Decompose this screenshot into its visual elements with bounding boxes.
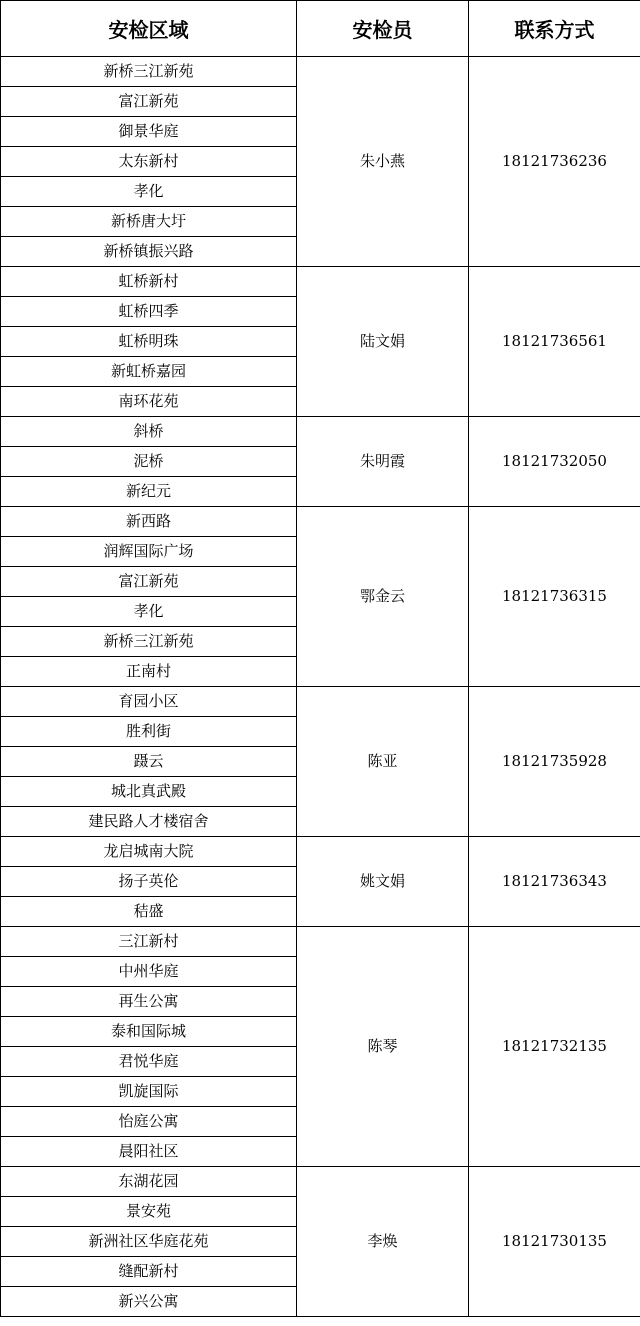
table-row (1, 267, 640, 297)
header-contact: 联系方式 (469, 1, 640, 57)
area-cell: 东湖花园 (1, 1167, 297, 1197)
area-cell: 扬子英伦 (1, 867, 297, 897)
phone-cell: 18121736561 (469, 267, 640, 417)
inspector-cell: 陈琴 (297, 927, 469, 1167)
area-cell: 新纪元 (1, 477, 297, 507)
area-cell: 新桥三江新苑 (1, 57, 297, 87)
area-cell: 虹桥四季 (1, 297, 297, 327)
area-cell: 虹桥明珠 (1, 327, 297, 357)
area-cell: 新兴公寓 (1, 1287, 297, 1317)
area-cell: 龙启城南大院 (1, 837, 297, 867)
area-cell: 建民路人才楼宿舍 (1, 807, 297, 837)
table-row (1, 837, 640, 867)
area-cell: 君悦华庭 (1, 1047, 297, 1077)
header-area: 安检区域 (1, 1, 297, 57)
area-cell: 孝化 (1, 597, 297, 627)
area-cell: 新桥唐大圩 (1, 207, 297, 237)
table-row (1, 57, 640, 87)
area-cell: 秸盛 (1, 897, 297, 927)
area-cell: 富江新苑 (1, 567, 297, 597)
area-cell: 胜利街 (1, 717, 297, 747)
table-header (1, 1, 640, 57)
area-cell: 新桥镇振兴路 (1, 237, 297, 267)
table-row (1, 417, 640, 447)
table-row (1, 687, 640, 717)
area-cell: 正南村 (1, 657, 297, 687)
area-cell: 中州华庭 (1, 957, 297, 987)
area-cell: 新桥三江新苑 (1, 627, 297, 657)
phone-cell: 18121730135 (469, 1167, 640, 1317)
area-cell: 御景华庭 (1, 117, 297, 147)
area-cell: 泥桥 (1, 447, 297, 477)
area-cell: 孝化 (1, 177, 297, 207)
phone-cell: 18121736315 (469, 507, 640, 687)
phone-cell: 18121736343 (469, 837, 640, 927)
phone-cell: 18121732050 (469, 417, 640, 507)
phone-cell: 18121736236 (469, 57, 640, 267)
area-cell: 凯旋国际 (1, 1077, 297, 1107)
area-cell: 再生公寓 (1, 987, 297, 1017)
area-cell: 富江新苑 (1, 87, 297, 117)
inspector-cell: 陈亚 (297, 687, 469, 837)
area-cell: 太东新村 (1, 147, 297, 177)
area-cell: 润辉国际广场 (1, 537, 297, 567)
area-cell: 新西路 (1, 507, 297, 537)
area-cell: 城北真武殿 (1, 777, 297, 807)
area-cell: 南环花苑 (1, 387, 297, 417)
area-cell: 蹑云 (1, 747, 297, 777)
table-row (1, 927, 640, 957)
header-row (1, 1, 640, 57)
area-cell: 育园小区 (1, 687, 297, 717)
table-body (1, 57, 640, 1317)
area-cell: 新洲社区华庭花苑 (1, 1227, 297, 1257)
inspector-cell: 姚文娟 (297, 837, 469, 927)
header-inspector: 安检员 (297, 1, 469, 57)
table-row (1, 507, 640, 537)
area-cell: 泰和国际城 (1, 1017, 297, 1047)
area-cell: 晨阳社区 (1, 1137, 297, 1167)
phone-cell: 18121732135 (469, 927, 640, 1167)
area-cell: 怡庭公寓 (1, 1107, 297, 1137)
inspector-cell: 李焕 (297, 1167, 469, 1317)
area-cell: 缝配新村 (1, 1257, 297, 1287)
table-row (1, 1167, 640, 1197)
inspector-cell: 鄂金云 (297, 507, 469, 687)
area-cell: 虹桥新村 (1, 267, 297, 297)
inspector-cell: 陆文娟 (297, 267, 469, 417)
phone-cell: 18121735928 (469, 687, 640, 837)
inspector-cell: 朱明霞 (297, 417, 469, 507)
area-cell: 斜桥 (1, 417, 297, 447)
inspector-cell: 朱小燕 (297, 57, 469, 267)
area-cell: 三江新村 (1, 927, 297, 957)
area-cell: 景安苑 (1, 1197, 297, 1227)
area-cell: 新虹桥嘉园 (1, 357, 297, 387)
